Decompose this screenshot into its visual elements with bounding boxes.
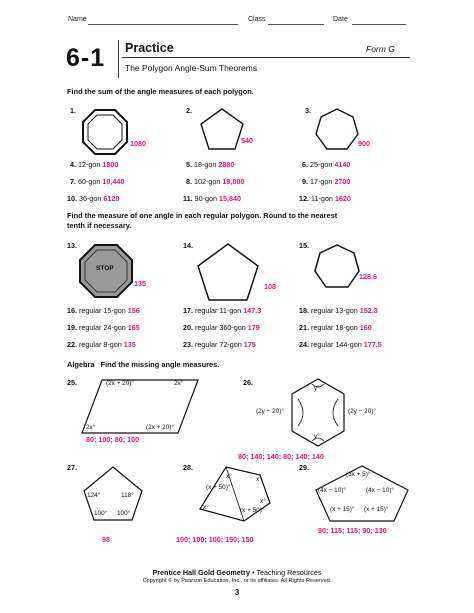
list-item: 11. 90-gon 15,840 — [183, 194, 241, 203]
p28-label-f: x° — [260, 498, 266, 505]
item-13-answer: 135 — [134, 279, 146, 288]
name-label: Name — [68, 16, 87, 23]
date-label: Date — [333, 16, 348, 23]
p29-top-label: (3x + 5)° — [346, 471, 371, 478]
p27-bottom-right-label: 100° — [117, 510, 131, 517]
pentagon-figure — [198, 106, 246, 152]
p25-top-label: (2x + 20)° — [106, 380, 134, 387]
p28-label-e: (x + 50)° — [240, 507, 265, 514]
list-item: 16. regular 15-gon 156 — [67, 306, 140, 315]
p25-bottom-left-label: 2x° — [86, 424, 96, 431]
p26-bottom-label: y° — [314, 433, 320, 440]
p29-answer: 90; 115; 115; 90; 130 — [318, 526, 387, 535]
octagon-figure — [80, 107, 130, 157]
list-item: 6. 25-gon 4140 — [302, 160, 351, 169]
list-item: 10. 36-gon 6120 — [67, 194, 120, 203]
list-item: 19. regular 24-gon 165 — [67, 323, 140, 332]
name-line — [88, 24, 238, 25]
list-item: 23. regular 72-gon 175 — [183, 340, 256, 349]
p27-bottom-left-label: 100° — [94, 510, 108, 517]
list-item: 17. regular 11-gon 147.3 — [183, 306, 262, 315]
p29-bottom-left-label: (x + 15)° — [330, 506, 355, 513]
title-rule — [122, 57, 410, 58]
p28-label-b: (x + 50)° — [206, 484, 231, 491]
list-item: 12. 11-gon 1620 — [299, 194, 351, 203]
item-14-number: 14. — [183, 241, 193, 250]
p29-right-label: (4x − 10)° — [366, 487, 394, 494]
p27-left-label: 124° — [87, 492, 101, 499]
stop-text: STOP — [96, 265, 114, 272]
list-item: 7. 60-gon 10,440 — [70, 177, 125, 186]
list-item: 4. 12-gon 1800 — [70, 160, 119, 169]
list-item: 5. 18-gon 2880 — [186, 160, 235, 169]
p29-left-label: (4x − 10)° — [318, 487, 346, 494]
list-item: 20. regular 360-gon 179 — [183, 323, 260, 332]
footer-line1: Prentice Hall Gold Geometry • Teaching Resources — [152, 568, 322, 577]
p25-bottom-right-label: (2x + 20)° — [146, 424, 174, 431]
practice-title: Practice — [125, 41, 174, 55]
p26-answer: 80; 140; 140; 80; 140; 140 — [238, 452, 324, 461]
p25-top-right-label: 2x° — [174, 380, 184, 387]
item-28-number: 28. — [183, 463, 193, 472]
section1-instruction: Find the sum of the angle measures of each polygon. — [67, 87, 254, 96]
p29-bottom-right-label: (x + 15)° — [364, 506, 389, 513]
item-13-number: 13. — [67, 241, 77, 250]
list-item: 9. 17-gon 2700 — [302, 177, 351, 186]
p27-right-label: 118° — [121, 492, 134, 499]
p26-left-label: (2y − 20)° — [256, 408, 284, 415]
class-line — [268, 24, 324, 25]
list-item: 24. regular 144-gon 177.5 — [299, 340, 382, 349]
item-15-answer: 128.6 — [359, 272, 377, 281]
heptagon-figure — [312, 106, 362, 154]
list-item: 22. regular 8-gon 135 — [67, 340, 136, 349]
title-divider — [118, 40, 119, 78]
class-label: Class — [248, 16, 266, 23]
page-number: 3 — [234, 588, 240, 597]
footer-copyright: Copyright © by Pearson Education, Inc., or its affiliates. All Rights Reserved. — [142, 578, 332, 584]
item-1-answer: 1080 — [130, 139, 146, 148]
item-1-number: 1. — [70, 106, 76, 115]
section2-instruction: Find the measure of one angle in each regular polygon. Round to the nearest tenth if necessary. — [67, 211, 338, 230]
item-29-number: 29. — [299, 463, 309, 472]
pentagon-angles-figure — [196, 463, 276, 525]
item-3-answer: 900 — [358, 139, 370, 148]
section3-heading: Algebra Find the missing angle measures. — [67, 360, 220, 369]
item-25-number: 25. — [67, 378, 77, 387]
regular-heptagon-figure — [312, 243, 362, 291]
p26-right-label: (2y − 20)° — [348, 408, 376, 415]
item-3-number: 3. — [305, 106, 311, 115]
list-item: 8. 102-gon 18,000 — [186, 177, 245, 186]
list-item: 21. regular 18-gon 160 — [299, 323, 372, 332]
lesson-number: 6-1 — [66, 44, 106, 72]
p27-answer: 98 — [102, 535, 110, 544]
p26-top-label: y° — [314, 385, 320, 392]
subtitle: The Polygon Angle-Sum Theorems — [125, 63, 258, 73]
form-label: Form G — [366, 44, 395, 54]
item-14-answer: 108 — [264, 282, 276, 291]
p28-answer: 100; 100; 100; 150; 150 — [176, 535, 254, 544]
item-2-answer: 540 — [241, 136, 253, 145]
p28-label-c: x° — [256, 476, 262, 483]
p28-label-a: x° — [226, 473, 232, 480]
list-item: 18. regular 13-gon 152.3 — [299, 306, 378, 315]
p25-answer: 80; 100; 80; 100 — [86, 435, 140, 444]
item-27-number: 27. — [67, 463, 77, 472]
regular-pentagon-figure — [196, 242, 260, 302]
item-26-number: 26. — [243, 378, 253, 387]
p28-label-d: x° — [203, 504, 209, 511]
item-15-number: 15. — [299, 241, 309, 250]
date-line — [352, 24, 406, 25]
item-2-number: 2. — [186, 106, 192, 115]
